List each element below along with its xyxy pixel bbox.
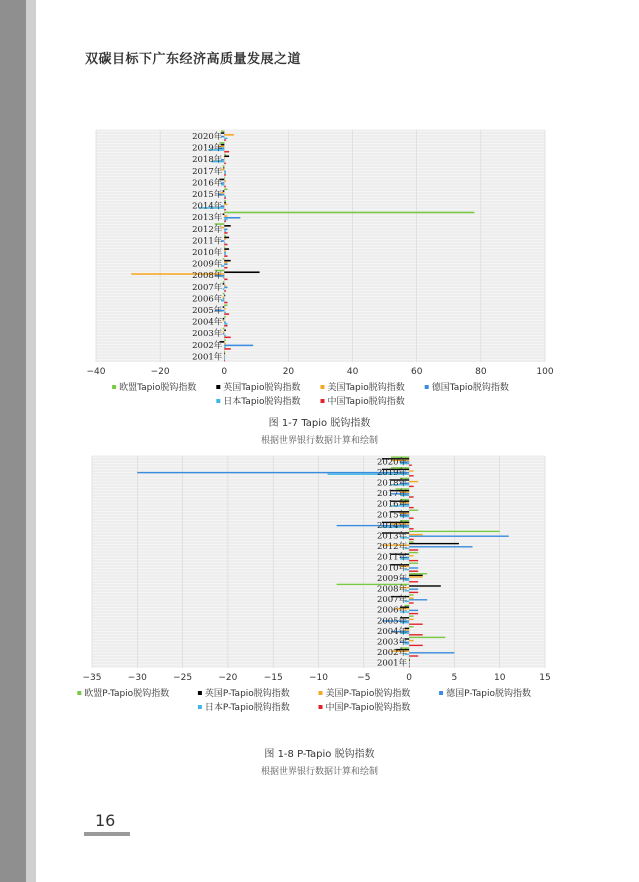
x-tick-label: −25 [173, 673, 193, 683]
bar-cn-7 [409, 539, 414, 540]
bar-us-12 [224, 271, 259, 273]
bar-cn-10 [224, 255, 227, 257]
bar-cn-5 [409, 518, 414, 519]
bar-eu-19 [409, 658, 410, 659]
category-label: 2003年 [192, 329, 223, 340]
x-tick-label: −10 [309, 673, 328, 683]
category-label: 2017年 [376, 489, 408, 500]
bar-uk-11 [409, 576, 423, 577]
page-number: 16 [95, 811, 116, 830]
bar-eu-16 [224, 316, 226, 318]
bar-us-16 [223, 318, 225, 320]
bar-cn-11 [409, 581, 418, 582]
bar-uk-2 [409, 481, 418, 482]
legend-swatch-de [425, 385, 429, 389]
bar-cn-19 [224, 360, 225, 362]
bar-us-5 [223, 190, 225, 192]
bar-de-8 [409, 546, 472, 547]
category-label: 2002年 [376, 648, 408, 659]
category-label: 2016年 [192, 178, 223, 189]
bar-us-19 [224, 353, 225, 355]
bar-jp-8 [224, 230, 226, 232]
bar-de-12 [409, 589, 418, 590]
bar-cn-18 [409, 655, 418, 656]
legend-label-de: 德国P-Tapio脱钩指数 [446, 689, 532, 699]
chart-legend [77, 687, 531, 713]
category-label: 2015年 [376, 510, 408, 521]
category-label: 2019年 [192, 143, 223, 154]
x-tick-label: 100 [536, 367, 554, 377]
bar-eu-9 [224, 235, 226, 237]
bar-cn-17 [224, 337, 230, 339]
category-label: 2007年 [192, 282, 223, 293]
bar-uk-2 [224, 157, 225, 159]
bar-eu-13 [223, 281, 225, 283]
bar-eu-6 [224, 200, 226, 202]
bar-cn-9 [224, 244, 227, 246]
bar-eu-17 [223, 328, 225, 330]
bar-cn-0 [409, 465, 412, 466]
bar-eu-10 [224, 247, 225, 249]
bar-uk-6 [224, 204, 227, 206]
figure-1-8-caption: 图 1-8 P-Tapio 脱钩指数 [264, 749, 375, 760]
bar-cn-11 [224, 267, 227, 269]
bar-eu-11 [409, 573, 427, 574]
bar-eu-15 [224, 305, 227, 307]
bar-de-8 [224, 229, 227, 231]
bar-us-3 [223, 167, 224, 169]
bar-cn-12 [224, 279, 227, 281]
category-label: 2005年 [192, 306, 223, 317]
category-label: 2009年 [192, 259, 223, 270]
bar-uk-13 [409, 598, 414, 599]
x-tick-label: 15 [539, 673, 551, 683]
bar-us-8 [409, 543, 459, 544]
bar-eu-3 [223, 165, 225, 167]
bar-eu-16 [409, 626, 414, 627]
category-label: 2018年 [376, 478, 408, 489]
bar-cn-15 [224, 313, 229, 315]
category-label: 2011年 [376, 552, 408, 563]
legend-label-cn: 中国P-Tapio脱钩指数 [325, 703, 411, 713]
bar-uk-13 [224, 285, 226, 287]
bar-jp-10 [224, 254, 226, 256]
x-tick-label: 20 [282, 367, 295, 377]
bar-eu-5 [224, 189, 227, 191]
legend-swatch-cn [319, 705, 323, 709]
bar-eu-15 [409, 616, 414, 617]
bar-us-6 [224, 202, 226, 204]
x-tick-label: −30 [127, 673, 147, 683]
bar-eu-14 [223, 293, 225, 295]
legend-label-uk: 美国Tapio脱钩指数 [327, 383, 405, 393]
page-number-bar [84, 832, 130, 836]
bar-jp-15 [224, 312, 226, 314]
x-tick-label: −5 [357, 673, 371, 683]
category-label: 2020年 [376, 457, 408, 468]
bar-de-17 [223, 333, 225, 335]
bar-eu-7 [224, 212, 474, 214]
bar-cn-2 [409, 486, 414, 487]
bar-cn-1 [224, 151, 229, 153]
category-label: 2011年 [192, 236, 223, 247]
legend-label-jp: 日本P-Tapio脱钩指数 [204, 703, 290, 713]
bar-cn-14 [409, 613, 418, 614]
bar-cn-16 [224, 325, 227, 327]
bar-uk-9 [224, 238, 226, 240]
bar-de-18 [409, 652, 454, 653]
x-tick-label: 40 [346, 367, 359, 377]
bar-de-18 [224, 345, 253, 347]
category-label: 2005年 [376, 616, 408, 627]
bar-de-11 [224, 263, 227, 265]
bar-uk-17 [223, 331, 225, 333]
bar-de-3 [224, 171, 226, 173]
bar-cn-13 [409, 602, 414, 603]
category-label: 2006年 [192, 294, 223, 305]
legend-label-jp: 日本Tapio脱钩指数 [223, 397, 301, 407]
bar-cn-18 [224, 348, 230, 350]
category-label: 2004年 [192, 317, 223, 328]
legend-swatch-eu [77, 691, 81, 695]
bar-cn-4 [224, 186, 226, 188]
category-label: 2010年 [376, 563, 408, 574]
bar-uk-7 [224, 215, 227, 217]
bar-de-19 [224, 356, 225, 358]
category-label: 2008年 [192, 271, 223, 282]
bar-jp-5 [224, 196, 226, 198]
category-label: 2012年 [376, 542, 408, 553]
bar-jp-3 [224, 172, 226, 174]
category-label: 2002年 [192, 340, 223, 351]
bar-eu-2 [224, 154, 226, 156]
category-label: 2010年 [192, 248, 223, 259]
bar-de-7 [409, 536, 509, 537]
legend-label-eu: 欧盟P-Tapio脱钩指数 [84, 689, 170, 699]
x-tick-label: 10 [493, 673, 506, 683]
bar-de-14 [223, 298, 225, 300]
legend-swatch-us [216, 385, 220, 389]
legend-label-de: 德国Tapio脱钩指数 [431, 383, 509, 393]
bar-eu-8 [409, 541, 414, 542]
bar-cn-15 [409, 624, 423, 625]
bar-eu-11 [223, 258, 225, 260]
bar-jp-19 [409, 664, 410, 665]
bar-cn-2 [224, 163, 226, 165]
bar-cn-19 [409, 666, 410, 667]
category-label: 2017年 [192, 166, 223, 177]
category-label: 2001年 [376, 658, 408, 669]
bar-eu-9 [409, 552, 418, 553]
category-label: 2019年 [376, 467, 408, 478]
category-label: 2014年 [376, 520, 408, 531]
category-label: 2012年 [192, 224, 223, 235]
bar-uk-10 [224, 250, 226, 252]
x-tick-label: −20 [150, 367, 170, 377]
bar-jp-19 [224, 358, 225, 360]
bar-cn-1 [409, 475, 414, 476]
bar-cn-10 [409, 571, 418, 572]
bar-us-8 [224, 225, 230, 227]
bar-us-12 [409, 585, 441, 586]
bar-uk-18 [224, 343, 226, 345]
bar-eu-7 [409, 531, 500, 532]
bar-cn-5 [224, 197, 226, 199]
legend-swatch-us [198, 691, 202, 695]
bar-uk-9 [409, 555, 414, 556]
bar-us-2 [224, 155, 229, 157]
bar-eu-18 [224, 339, 226, 341]
bar-uk-14 [223, 296, 225, 298]
legend-label-eu: 欧盟Tapio脱钩指数 [119, 383, 197, 393]
category-label: 2014年 [192, 201, 223, 212]
bar-cn-8 [224, 232, 227, 234]
x-tick-label: 5 [451, 673, 458, 683]
bar-cn-7 [224, 221, 226, 223]
plot-area [96, 130, 545, 362]
legend-label-us: 英国P-Tapio脱钩指数 [204, 689, 290, 699]
bar-de-13 [409, 599, 427, 600]
legend-swatch-cn [321, 399, 325, 403]
bar-uk-1 [409, 470, 414, 471]
legend-label-us: 英国Tapio脱钩指数 [223, 383, 301, 393]
bar-us-9 [224, 237, 229, 239]
bar-jp-9 [224, 242, 225, 244]
x-tick-label: 0 [221, 367, 228, 377]
x-tick-label: 80 [475, 367, 487, 377]
p-tapio-decoupling-chart [0, 452, 639, 742]
bar-cn-12 [409, 592, 418, 593]
figure-1-7-source: 根据世界银行数据计算和绘制 [260, 436, 378, 446]
legend-swatch-uk [321, 385, 325, 389]
legend-swatch-jp [216, 399, 220, 403]
bar-eu-5 [409, 510, 418, 511]
legend-swatch-jp [198, 705, 202, 709]
bar-uk-15 [409, 619, 414, 620]
bar-jp-13 [223, 288, 225, 290]
bar-cn-3 [409, 496, 414, 497]
bar-uk-4 [224, 180, 226, 182]
bar-jp-0 [224, 138, 227, 140]
bar-de-10 [224, 252, 226, 254]
bar-cn-6 [409, 528, 414, 529]
figure-1-7-caption: 图 1-7 Tapio 脱钩指数 [268, 418, 371, 429]
bar-us-14 [224, 295, 225, 297]
x-tick-label: 0 [406, 673, 412, 683]
bar-cn-3 [224, 174, 226, 176]
x-tick-label: −20 [218, 673, 238, 683]
category-label: 2004年 [376, 626, 408, 637]
bar-de-14 [409, 610, 418, 611]
bar-us-10 [224, 248, 229, 250]
bar-cn-0 [224, 139, 226, 141]
bar-uk-7 [409, 534, 423, 535]
bar-eu-4 [224, 177, 225, 179]
bar-eu-13 [409, 594, 414, 595]
bar-de-10 [409, 567, 418, 568]
x-tick-label: −35 [82, 673, 102, 683]
tapio-decoupling-chart [0, 120, 639, 410]
bar-cn-14 [224, 302, 227, 304]
bar-us-15 [223, 306, 225, 308]
bar-us-13 [223, 283, 225, 285]
legend-swatch-uk [319, 691, 323, 695]
category-label: 2015年 [192, 190, 223, 201]
bar-de-7 [224, 217, 240, 219]
category-label: 2020年 [192, 132, 223, 143]
bar-de-1 [137, 472, 409, 473]
bar-cn-4 [409, 507, 414, 508]
legend-label-cn: 中国Tapio脱钩指数 [327, 397, 405, 407]
category-label: 2006年 [376, 605, 408, 616]
bar-uk-19 [409, 661, 410, 662]
bar-eu-10 [409, 563, 418, 564]
bar-us-7 [223, 213, 225, 215]
bar-us-11 [224, 260, 230, 262]
bar-jp-7 [224, 219, 227, 221]
category-label: 2008年 [376, 584, 408, 595]
category-label: 2007年 [376, 595, 408, 606]
category-label: 2001年 [192, 352, 223, 363]
bar-us-17 [224, 329, 226, 331]
bar-uk-16 [223, 320, 225, 322]
x-tick-label: 60 [410, 367, 423, 377]
category-label: 2009年 [376, 573, 408, 584]
category-label: 2013年 [376, 531, 408, 542]
chart-legend [112, 381, 509, 407]
category-label: 2018年 [192, 155, 223, 166]
figure-1-8-source: 根据世界银行数据计算和绘制 [260, 767, 378, 777]
bar-cn-17 [409, 645, 423, 646]
bar-us-11 [409, 575, 423, 576]
bar-cn-16 [409, 634, 423, 635]
bar-uk-15 [224, 308, 226, 310]
bar-cn-6 [224, 209, 226, 211]
running-header-title: 双碳目标下广东经济高质量发展之道 [85, 52, 302, 67]
legend-swatch-de [439, 691, 443, 695]
bar-jp-16 [224, 323, 227, 325]
bar-uk-0 [224, 134, 234, 136]
bar-cn-13 [224, 290, 226, 292]
bar-jp-18 [224, 346, 226, 348]
category-label: 2003年 [376, 637, 408, 648]
legend-swatch-eu [112, 385, 116, 389]
bar-us-19 [409, 660, 410, 661]
bar-uk-11 [224, 262, 227, 264]
x-tick-label: −40 [86, 367, 106, 377]
bar-jp-17 [224, 335, 226, 337]
bar-eu-17 [409, 637, 445, 638]
bar-de-13 [224, 287, 227, 289]
bar-jp-12 [223, 277, 225, 279]
bar-cn-8 [409, 549, 418, 550]
category-label: 2016年 [376, 499, 408, 510]
bar-eu-19 [224, 351, 225, 353]
category-label: 2013年 [192, 213, 223, 224]
bar-de-19 [409, 663, 410, 664]
x-axis-ticks [87, 367, 554, 377]
bar-de-16 [224, 321, 226, 323]
bar-uk-17 [409, 640, 414, 641]
x-tick-label: −15 [263, 673, 283, 683]
bar-uk-19 [224, 354, 225, 356]
x-axis-ticks [83, 673, 551, 683]
legend-label-uk: 美国P-Tapio脱钩指数 [325, 689, 411, 699]
bar-cn-9 [409, 560, 418, 561]
